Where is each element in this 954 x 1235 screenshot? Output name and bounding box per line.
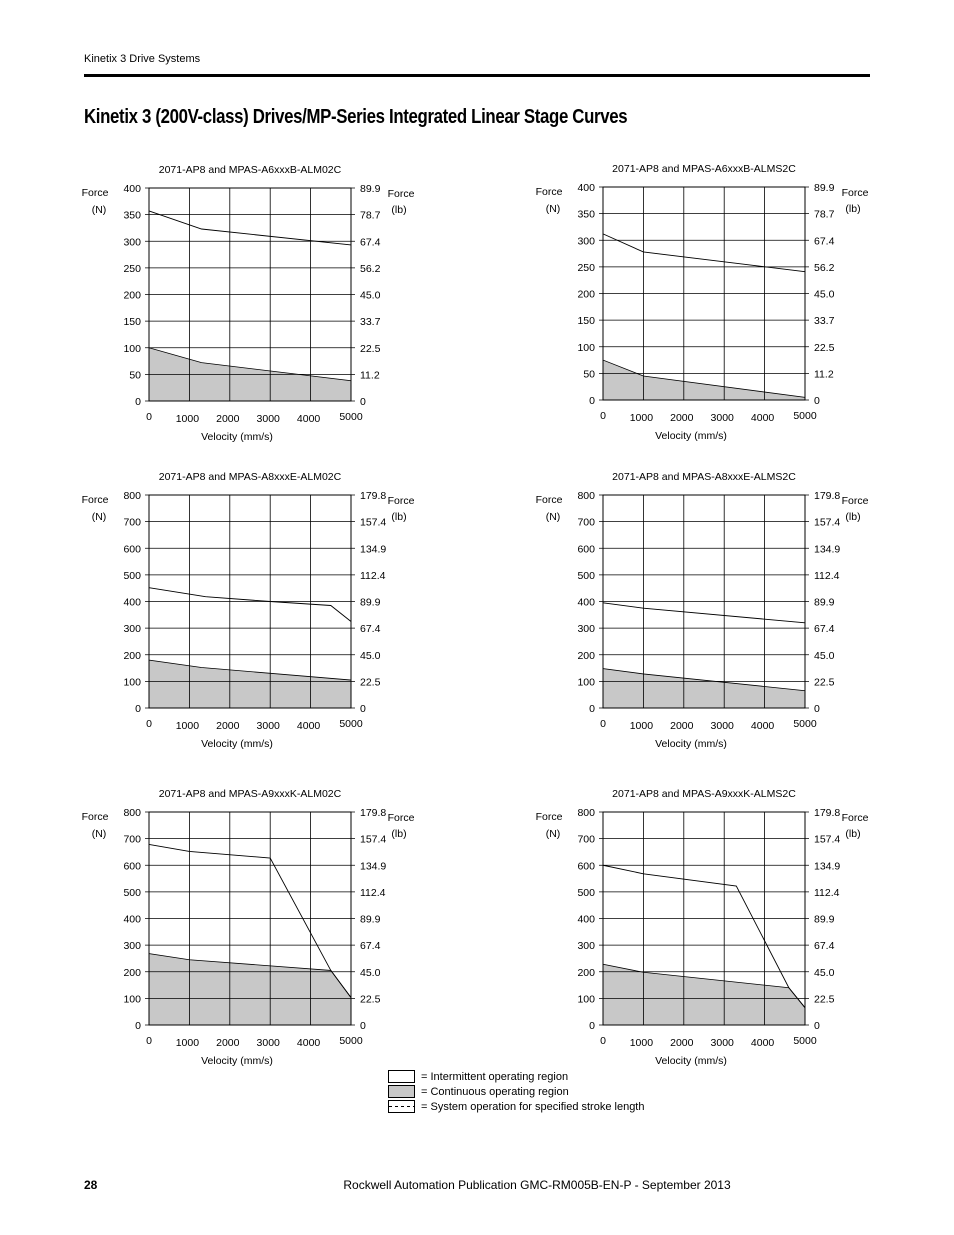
y2-tick-label: 67.4 xyxy=(814,940,835,953)
legend-swatch-system xyxy=(388,1100,415,1113)
y-tick-label: 250 xyxy=(123,262,141,275)
y2-tick-label: 67.4 xyxy=(360,940,381,953)
y2-tick-label: 157.4 xyxy=(814,516,841,529)
x-tick-label: 2000 xyxy=(216,1037,240,1049)
chart-title: 2071-AP8 and MPAS-A6xxxB-ALMS2C xyxy=(612,163,796,175)
y-tick-label: 350 xyxy=(123,209,141,222)
y-tick-label: 0 xyxy=(135,703,141,715)
x-tick-label: 0 xyxy=(146,411,152,423)
y-tick-label: 100 xyxy=(577,676,595,689)
legend-item-continuous xyxy=(388,1084,644,1099)
y-tick-label: 0 xyxy=(135,1020,141,1032)
y-tick-label: 0 xyxy=(589,1020,595,1032)
y-tick-label: 700 xyxy=(123,833,141,846)
y2-tick-label: 0 xyxy=(360,1020,366,1032)
y-tick-label: 500 xyxy=(577,886,595,899)
y2-tick-label: 67.4 xyxy=(360,623,381,636)
y2-tick-label: 134.9 xyxy=(360,860,387,873)
y-tick-label: 300 xyxy=(123,940,141,953)
right-axis-unit: (lb) xyxy=(845,828,861,840)
x-tick-label: 0 xyxy=(600,1035,606,1047)
y2-tick-label: 45.0 xyxy=(360,966,381,979)
y2-tick-label: 89.9 xyxy=(360,183,381,195)
y-tick-label: 150 xyxy=(123,316,141,329)
y-tick-label: 200 xyxy=(577,649,595,662)
y2-tick-label: 33.7 xyxy=(360,316,381,329)
x-axis-label: Velocity (mm/s) xyxy=(201,431,273,443)
x-tick-label: 1000 xyxy=(629,412,654,424)
x-tick-label: 0 xyxy=(146,718,152,730)
x-axis-label: Velocity (mm/s) xyxy=(655,430,727,442)
x-tick-label: 1000 xyxy=(629,720,654,732)
y2-tick-label: 179.8 xyxy=(814,807,841,819)
y2-tick-label: 134.9 xyxy=(814,860,841,873)
y-tick-label: 400 xyxy=(123,596,141,609)
y2-tick-label: 45.0 xyxy=(814,649,835,662)
y-tick-label: 500 xyxy=(577,569,595,582)
x-tick-label: 3000 xyxy=(710,1037,734,1049)
y-tick-label: 50 xyxy=(583,368,595,381)
y2-tick-label: 112.4 xyxy=(360,569,386,582)
right-axis-label: Force xyxy=(387,812,415,824)
publication-info: Rockwell Automation Publication GMC-RM005B-EN-P - September 2013 xyxy=(343,1178,731,1192)
x-tick-label: 3000 xyxy=(256,720,280,732)
y2-tick-label: 0 xyxy=(814,1020,820,1032)
y2-tick-label: 78.7 xyxy=(360,209,381,222)
x-axis-label: Velocity (mm/s) xyxy=(201,738,273,750)
y2-tick-label: 45.0 xyxy=(360,649,381,662)
x-tick-label: 2000 xyxy=(670,720,694,732)
y2-tick-label: 157.4 xyxy=(814,833,841,846)
y2-tick-label: 22.5 xyxy=(814,676,835,689)
y2-tick-label: 22.5 xyxy=(814,993,835,1006)
y-tick-label: 100 xyxy=(123,676,141,689)
left-axis-unit: (N) xyxy=(91,511,107,523)
y2-tick-label: 45.0 xyxy=(814,288,835,301)
x-tick-label: 2000 xyxy=(670,1037,694,1049)
left-axis-unit: (N) xyxy=(545,828,561,840)
y-tick-label: 800 xyxy=(577,490,595,502)
x-tick-label: 0 xyxy=(600,718,606,730)
y2-tick-label: 45.0 xyxy=(814,966,835,979)
left-axis-label: Force xyxy=(81,187,109,199)
y2-tick-label: 179.8 xyxy=(360,490,387,502)
chart-title: 2071-AP8 and MPAS-A8xxxE-ALM02C xyxy=(158,471,342,483)
right-axis-label: Force xyxy=(387,188,415,200)
x-tick-label: 5000 xyxy=(339,718,363,730)
x-tick-label: 0 xyxy=(600,410,606,422)
y-tick-label: 600 xyxy=(577,860,595,873)
y2-tick-label: 179.8 xyxy=(814,490,841,502)
y-tick-label: 300 xyxy=(577,235,595,248)
legend-label-system: = System operation for specified stroke length xyxy=(421,1100,645,1113)
y2-tick-label: 67.4 xyxy=(814,623,835,636)
right-axis-label: Force xyxy=(387,495,415,507)
y-tick-label: 0 xyxy=(589,703,595,715)
y-tick-label: 400 xyxy=(123,913,141,926)
x-tick-label: 3000 xyxy=(710,720,734,732)
y-tick-label: 400 xyxy=(577,182,595,194)
legend-item-intermittent xyxy=(388,1069,644,1084)
x-axis-label: Velocity (mm/s) xyxy=(201,1055,273,1067)
legend-swatch-continuous xyxy=(388,1085,415,1098)
y-tick-label: 600 xyxy=(123,860,141,873)
y2-tick-label: 157.4 xyxy=(360,516,387,529)
y-tick-label: 300 xyxy=(577,940,595,953)
left-axis-label: Force xyxy=(535,186,563,198)
y2-tick-label: 22.5 xyxy=(814,341,835,354)
right-axis-label: Force xyxy=(841,187,869,199)
y-tick-label: 500 xyxy=(123,886,141,899)
y2-tick-label: 134.9 xyxy=(360,543,387,556)
y2-tick-label: 0 xyxy=(814,703,820,715)
y2-tick-label: 56.2 xyxy=(360,262,381,275)
x-tick-label: 4000 xyxy=(750,1037,775,1049)
y2-tick-label: 56.2 xyxy=(814,261,835,274)
page-number: 28 xyxy=(84,1178,98,1192)
chart-title: 2071-AP8 and MPAS-A9xxxK-ALMS2C xyxy=(612,788,796,800)
y2-tick-label: 22.5 xyxy=(360,342,381,355)
y2-tick-label: 11.2 xyxy=(360,369,380,382)
y2-tick-label: 89.9 xyxy=(814,913,835,926)
right-axis-label: Force xyxy=(841,812,869,824)
y-tick-label: 700 xyxy=(577,516,595,529)
right-axis-label: Force xyxy=(841,495,869,507)
left-axis-label: Force xyxy=(81,811,109,823)
y-tick-label: 350 xyxy=(577,208,595,221)
y-tick-label: 700 xyxy=(577,833,595,846)
y2-tick-label: 0 xyxy=(360,703,366,715)
y-tick-label: 800 xyxy=(123,490,141,502)
x-tick-label: 1000 xyxy=(175,720,200,732)
x-tick-label: 2000 xyxy=(216,413,240,425)
y-tick-label: 400 xyxy=(577,596,595,609)
y-tick-label: 50 xyxy=(129,369,141,382)
y-tick-label: 200 xyxy=(577,966,595,979)
legend-label-continuous: = Continuous operating region xyxy=(421,1085,569,1098)
chart-title: 2071-AP8 and MPAS-A9xxxK-ALM02C xyxy=(158,788,342,800)
y-tick-label: 400 xyxy=(123,183,141,195)
left-axis-unit: (N) xyxy=(545,511,561,523)
x-tick-label: 5000 xyxy=(793,410,817,422)
y-tick-label: 400 xyxy=(577,913,595,926)
y-tick-label: 200 xyxy=(123,649,141,662)
y-tick-label: 100 xyxy=(123,342,141,355)
y-tick-label: 250 xyxy=(577,261,595,274)
y-tick-label: 600 xyxy=(123,543,141,556)
y2-tick-label: 112.4 xyxy=(814,886,840,899)
y2-tick-label: 78.7 xyxy=(814,208,835,221)
x-tick-label: 5000 xyxy=(339,1035,363,1047)
left-axis-label: Force xyxy=(81,494,109,506)
continuous-region xyxy=(603,964,805,1025)
x-axis-label: Velocity (mm/s) xyxy=(655,738,727,750)
chart-title: 2071-AP8 and MPAS-A8xxxE-ALMS2C xyxy=(612,471,796,483)
x-tick-label: 2000 xyxy=(670,412,694,424)
legend-label-intermittent: = Intermittent operating region xyxy=(421,1070,569,1083)
y-tick-label: 300 xyxy=(123,236,141,249)
y2-tick-label: 134.9 xyxy=(814,543,841,556)
right-axis-unit: (lb) xyxy=(845,203,861,215)
x-tick-label: 3000 xyxy=(710,412,734,424)
right-axis-unit: (lb) xyxy=(391,204,407,216)
x-tick-label: 4000 xyxy=(750,720,775,732)
y2-tick-label: 33.7 xyxy=(814,315,835,328)
left-axis-unit: (N) xyxy=(545,203,561,215)
x-tick-label: 4000 xyxy=(296,1037,321,1049)
y-tick-label: 300 xyxy=(123,623,141,636)
y2-tick-label: 89.9 xyxy=(814,182,835,194)
y2-tick-label: 11.2 xyxy=(814,368,834,381)
left-axis-unit: (N) xyxy=(91,204,107,216)
y-tick-label: 200 xyxy=(123,966,141,979)
y2-tick-label: 112.4 xyxy=(814,569,840,582)
x-tick-label: 3000 xyxy=(256,1037,280,1049)
y2-tick-label: 45.0 xyxy=(360,289,381,302)
y-tick-label: 600 xyxy=(577,543,595,556)
x-tick-label: 5000 xyxy=(793,718,817,730)
x-tick-label: 3000 xyxy=(256,413,280,425)
y-tick-label: 150 xyxy=(577,315,595,328)
y-tick-label: 0 xyxy=(135,396,141,408)
y2-tick-label: 22.5 xyxy=(360,676,381,689)
legend-swatch-intermittent xyxy=(388,1070,415,1083)
x-tick-label: 0 xyxy=(146,1035,152,1047)
x-tick-label: 2000 xyxy=(216,720,240,732)
y-tick-label: 300 xyxy=(577,623,595,636)
x-tick-label: 5000 xyxy=(793,1035,817,1047)
left-axis-unit: (N) xyxy=(91,828,107,840)
y2-tick-label: 89.9 xyxy=(360,913,381,926)
y2-tick-label: 89.9 xyxy=(360,596,381,609)
y-tick-label: 800 xyxy=(123,807,141,819)
y2-tick-label: 157.4 xyxy=(360,833,387,846)
y2-tick-label: 0 xyxy=(360,396,366,408)
y2-tick-label: 179.8 xyxy=(360,807,387,819)
y-tick-label: 200 xyxy=(577,288,595,301)
x-tick-label: 5000 xyxy=(339,411,363,423)
x-tick-label: 1000 xyxy=(175,413,200,425)
y2-tick-label: 0 xyxy=(814,395,820,407)
left-axis-label: Force xyxy=(535,811,563,823)
y-tick-label: 800 xyxy=(577,807,595,819)
left-axis-label: Force xyxy=(535,494,563,506)
legend xyxy=(388,1069,644,1114)
y-tick-label: 100 xyxy=(123,993,141,1006)
y2-tick-label: 112.4 xyxy=(360,886,386,899)
x-axis-label: Velocity (mm/s) xyxy=(655,1055,727,1067)
chart-title: 2071-AP8 and MPAS-A6xxxB-ALM02C xyxy=(158,164,342,176)
y-tick-label: 700 xyxy=(123,516,141,529)
right-axis-unit: (lb) xyxy=(391,828,407,840)
x-tick-label: 4000 xyxy=(296,413,321,425)
y-tick-label: 0 xyxy=(589,395,595,407)
y2-tick-label: 67.4 xyxy=(360,236,381,249)
right-axis-unit: (lb) xyxy=(845,511,861,523)
running-head: Kinetix 3 Drive Systems xyxy=(84,53,201,65)
x-tick-label: 1000 xyxy=(175,1037,200,1049)
y-tick-label: 200 xyxy=(123,289,141,302)
y-tick-label: 100 xyxy=(577,993,595,1006)
x-tick-label: 1000 xyxy=(629,1037,654,1049)
x-tick-label: 4000 xyxy=(750,412,775,424)
y2-tick-label: 67.4 xyxy=(814,235,835,248)
y-tick-label: 100 xyxy=(577,341,595,354)
legend-item-system xyxy=(388,1099,644,1114)
x-tick-label: 4000 xyxy=(296,720,321,732)
y2-tick-label: 89.9 xyxy=(814,596,835,609)
page-title: Kinetix 3 (200V-class) Drives/MP-Series Integrated Linear Stage Curves xyxy=(84,106,628,128)
right-axis-unit: (lb) xyxy=(391,511,407,523)
y2-tick-label: 22.5 xyxy=(360,993,381,1006)
y-tick-label: 500 xyxy=(123,569,141,582)
